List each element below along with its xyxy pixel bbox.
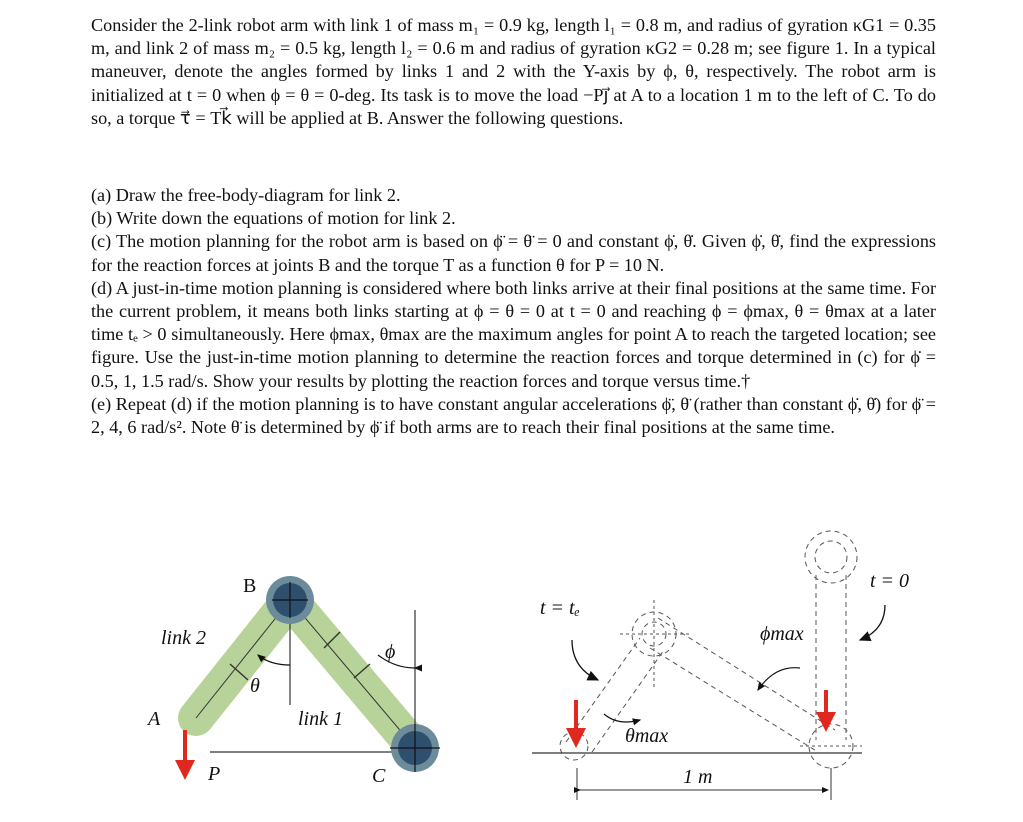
label-phi: ϕ [385,641,396,663]
label-theta: θ [250,675,260,697]
label-C: C [372,765,386,787]
label-phimax: ϕmax [760,623,804,645]
arrow-t0 [860,605,885,640]
ghost-joint-B-initial-inner [815,541,847,573]
arrow-t-te [572,640,598,680]
label-thetamax: θmax [625,725,669,747]
question-a: (a) Draw the free-body-diagram for link 2. [91,185,401,205]
ghost-joint-B-initial [805,531,857,583]
phimax-arc [758,668,800,690]
label-t0: t = 0 [870,570,910,592]
label-B: B [243,575,257,597]
problem-intro: Consider the 2-link robot arm with link 1 of mass m₁ = 0.9 kg, length l₁ = 0.8 m, and radius of gyration κG1 = 0.35 m, and link 2 of mass m₂ = 0.5 kg, length l₂ = 0.6 m and radius of gyration κG2 = 0.28 m; see figure 1. In a typical maneuver, denote the angles formed by links 1 and 2 with the Y-axis by ϕ, θ, respectively. The robot arm is initialized at t = 0 when ϕ = θ = 0-deg. Its task is to move the load −Pj⃗ at A to a location 1 m to the left of C. To do so, a torque τ⃗ = Tk⃗ will be applied at B. Answer the following questions. [91,15,936,128]
phi-arc [378,655,415,668]
question-e: (e) Repeat (d) if the motion planning is to have constant angular accelerations ϕ̈, θ̈ (rather than constant ϕ̇, θ̇) for ϕ̈ = 2, 4, 6 rad/s². Note θ̈ is determined by ϕ̈ if both arms are to reach their final positions at the same time. [91,393,936,438]
thetamax-arc [604,714,640,722]
final-link1-edge-a [658,618,835,730]
left-figure [146,575,440,787]
question-d: (d) A just-in-time motion planning is considered where both links arrive at their final positions at the same time. For the current problem, it means both links starting at ϕ = θ = 0 at t = 0 and reaching ϕ = ϕmax, θ = θmax at a later time tₑ > 0 simultaneously. Here ϕmax, θmax are the maximum angles for point A to reach the targeted location; see figure. Use the just-in-time motion planning to determine the reaction forces and torque determined in (c) for ϕ̇ = 0.5, 1, 1.5 rad/s. Show your results by plotting the reaction forces and torque versus time.† [91,277,936,391]
right-figure [532,531,909,800]
label-A: A [148,708,161,730]
final-link1-edge-b [650,648,818,752]
question-b: (b) Write down the equations of motion for link 2. [91,208,456,229]
label-t-te: t = tₑ [540,597,580,619]
question-c: (c) The motion planning for the robot arm is based on ϕ̈ = θ̈ = 0 and constant ϕ̇, θ̇. Given ϕ̇, θ̇, find the expressions for the reaction forces at joints B and the torque T as a function θ for P = 10 N. [91,231,936,275]
label-P: P [208,763,221,785]
label-1m: 1 m [683,766,713,788]
label-link1: link 1 [298,708,343,730]
label-link2: link 2 [161,627,206,649]
load-arrow-head [175,760,195,780]
